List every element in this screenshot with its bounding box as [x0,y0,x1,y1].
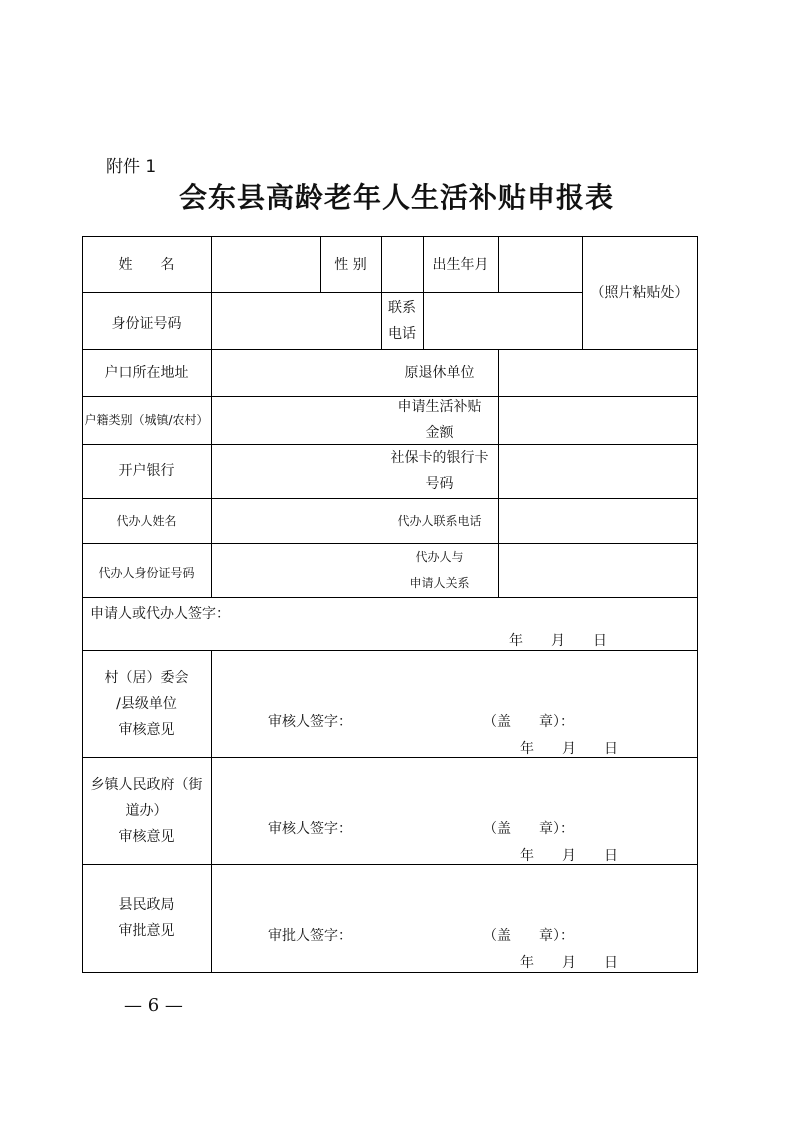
review-org-line: 审批意见 [118,923,175,939]
table-border-bottom [82,972,698,973]
village-review-field[interactable] [211,650,697,757]
gender-field[interactable] [381,236,423,293]
agent-relation-label-line: 代办人与 [415,550,464,564]
attachment-label: 附件 1 [106,157,157,177]
county-approver-signature: 审批人签字： [268,928,352,944]
photo-area[interactable]: （照片粘贴处） [590,285,689,301]
agent-phone-field[interactable] [498,498,697,543]
agent-name-label: 代办人姓名 [116,513,177,528]
village-review-label [82,650,211,757]
form-title: 会东县高龄老年人生活补贴申报表 [178,181,614,214]
agent-name-field[interactable] [211,498,381,543]
township-review-label [82,757,211,864]
applicant-signature-field[interactable] [211,600,697,648]
county-seal: （盖 章）： [483,928,574,944]
birth-field[interactable] [498,236,582,293]
review-org-line: 道办） [125,802,168,819]
review-org-line: 审核意见 [118,828,175,845]
county-approval-date: 年 月 日 [520,955,618,971]
name-field[interactable] [211,236,320,293]
county-approval-label [82,864,211,972]
village-review-date: 年 月 日 [520,741,618,757]
card-label-line: 社保卡的银行卡 [390,450,489,466]
birth-label: 出生年月 [432,256,489,273]
township-review-date: 年 月 日 [520,848,618,864]
card-label-line: 号码 [425,476,454,492]
village-reviewer-signature: 审核人签字： [268,714,352,730]
township-review-field[interactable] [211,757,697,864]
review-org-line: /县级单位 [116,695,177,712]
retire-field[interactable] [498,349,697,396]
subsidy-label [381,396,498,444]
agent-relation-label-line: 申请人关系 [409,576,470,590]
county-approval-field[interactable] [211,864,697,972]
table-border-right [697,236,698,973]
address-field[interactable] [211,349,381,396]
agent-relation-label [381,543,498,597]
township-reviewer-signature: 审核人签字： [268,821,352,837]
agent-phone-label: 代办人联系电话 [397,513,482,528]
card-label [381,444,498,498]
phone-field[interactable] [423,292,582,349]
review-org-line: 乡镇人民政府（街 [90,776,203,793]
household-label: 户籍类别（城镇/农村） [84,413,209,427]
name-label: 姓 名 [118,256,175,273]
agent-relation-field[interactable] [498,543,697,597]
phone-label-line: 电话 [388,325,416,342]
address-label: 户口所在地址 [104,364,189,381]
gender-label: 性 别 [334,256,367,273]
subsidy-field[interactable] [498,396,697,444]
applicant-signature-date: 年 月 日 [509,633,607,649]
village-seal: （盖 章）： [483,714,574,730]
applicant-signature-label: 申请人或代办人签字： [90,606,230,622]
bank-field[interactable] [211,444,381,498]
table-line [82,597,698,598]
subsidy-label-line: 申请生活补贴 [397,399,482,415]
household-field[interactable] [211,396,381,444]
township-seal: （盖 章）： [483,821,574,837]
retire-label: 原退休单位 [404,364,475,381]
agent-id-field[interactable] [211,543,381,597]
review-org-line: 村（居）委会 [104,669,189,686]
subsidy-label-line: 金额 [425,425,454,441]
id-field[interactable] [211,292,381,349]
agent-id-label: 代办人身份证号码 [98,566,195,580]
bank-label: 开户银行 [118,463,175,479]
phone-label [381,292,423,349]
review-org-line: 审核意见 [118,721,175,738]
review-org-line: 县民政局 [118,897,175,913]
phone-label-line: 联系 [388,299,416,316]
id-label: 身份证号码 [111,315,182,332]
page-number: — 6 — [124,995,183,1016]
card-field[interactable] [498,444,697,498]
